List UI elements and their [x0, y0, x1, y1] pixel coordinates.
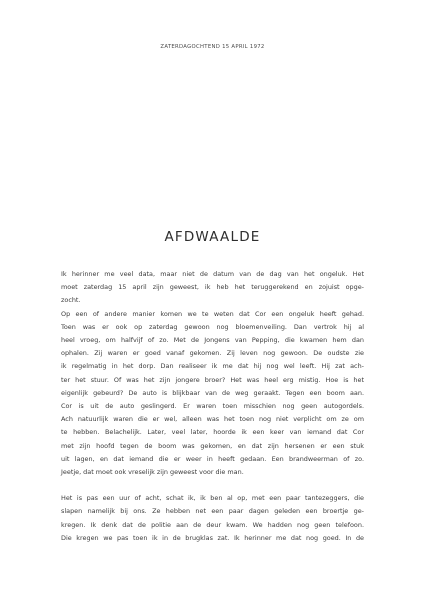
text-line: Die kregen we pas toen ik in de brugklas zat. Ik herinner me dat nog goed. In de [61, 533, 364, 542]
text-line: Op een of andere manier komen we te weten dat Cor een ongeluk heeft gehad. [61, 309, 364, 318]
paragraph-2 [61, 308, 364, 480]
text-line: Het is pas een uur of acht, schat ik, ik ben al op, met een paar tantezeggers, die [61, 494, 364, 503]
text-line: moet zaterdag 15 april zijn geweest, ik heb het teruggerekend en zojuist opge- [61, 283, 364, 292]
paragraph-1 [61, 268, 364, 308]
text-line: kregen. Ik denk dat de politie aan de deur kwam. We hadden nog geen telefoon. [61, 520, 364, 529]
text-line: ik regelmatig in het dorp. Dan realiseer ik me dat hij nog wel leeft. Hij zat ach- [61, 362, 364, 371]
text-line: Jeetje, dat moet ook vreselijk zijn geweest voor die man. [61, 468, 244, 477]
text-line: Cor is uit de auto geslingerd. Er waren toen misschien nog geen autogordels. [61, 402, 364, 411]
text-line: zocht. [61, 296, 81, 305]
text-line: heel vroeg, om halfvijf of zo. Met de Jongens van Pepping, die kwamen hem dan [61, 336, 364, 345]
text-line: Ik herinner me veel data, maar niet de datum van de dag van het ongeluk. Het [61, 270, 364, 278]
text-line: uit lagen, en dat iemand die er weer in heeft gedaan. Een brandweerman of zo. [61, 454, 364, 463]
text-line: slapen namelijk bij ons. Ze hebben net een paar dagen geleden een broertje ge- [61, 507, 364, 516]
text-line: te hebben. Belachelijk. Later, veel later, hoorde ik een keer van iemand dat Cor [61, 428, 364, 437]
text-line: Ach natuurlijk waren die er wel, alleen was het toen nog niet verplicht om ze om [61, 415, 364, 424]
paragraph-spacer [61, 479, 364, 492]
text-line: eigenlijk gebeurd? De auto is blijkbaar van de weg geraakt. Tegen een boom aan. [61, 388, 364, 397]
text-line: met zijn hoofd tegen de boom was gekomen, en dat zijn hersenen er een stuk [61, 441, 364, 450]
running-header: ZATERDAGOCHTEND 15 APRIL 1972 [160, 44, 265, 50]
text-line: ophalen. Zij waren er goed vanaf gekomen. Zij leven nog gewoon. De oudste zie [61, 349, 364, 358]
text-line: ter het stuur. Of was het zijn jongere broer? Het was heel erg mistig. Hoe is het [61, 375, 364, 384]
chapter-title: AFDWAALDE [164, 229, 261, 245]
paragraph-3 [61, 492, 364, 545]
body-text [61, 268, 364, 545]
text-line: Toen was er ook op zaterdag gewoon nog bloemenveiling. Dan vertrok hij al [61, 322, 364, 331]
